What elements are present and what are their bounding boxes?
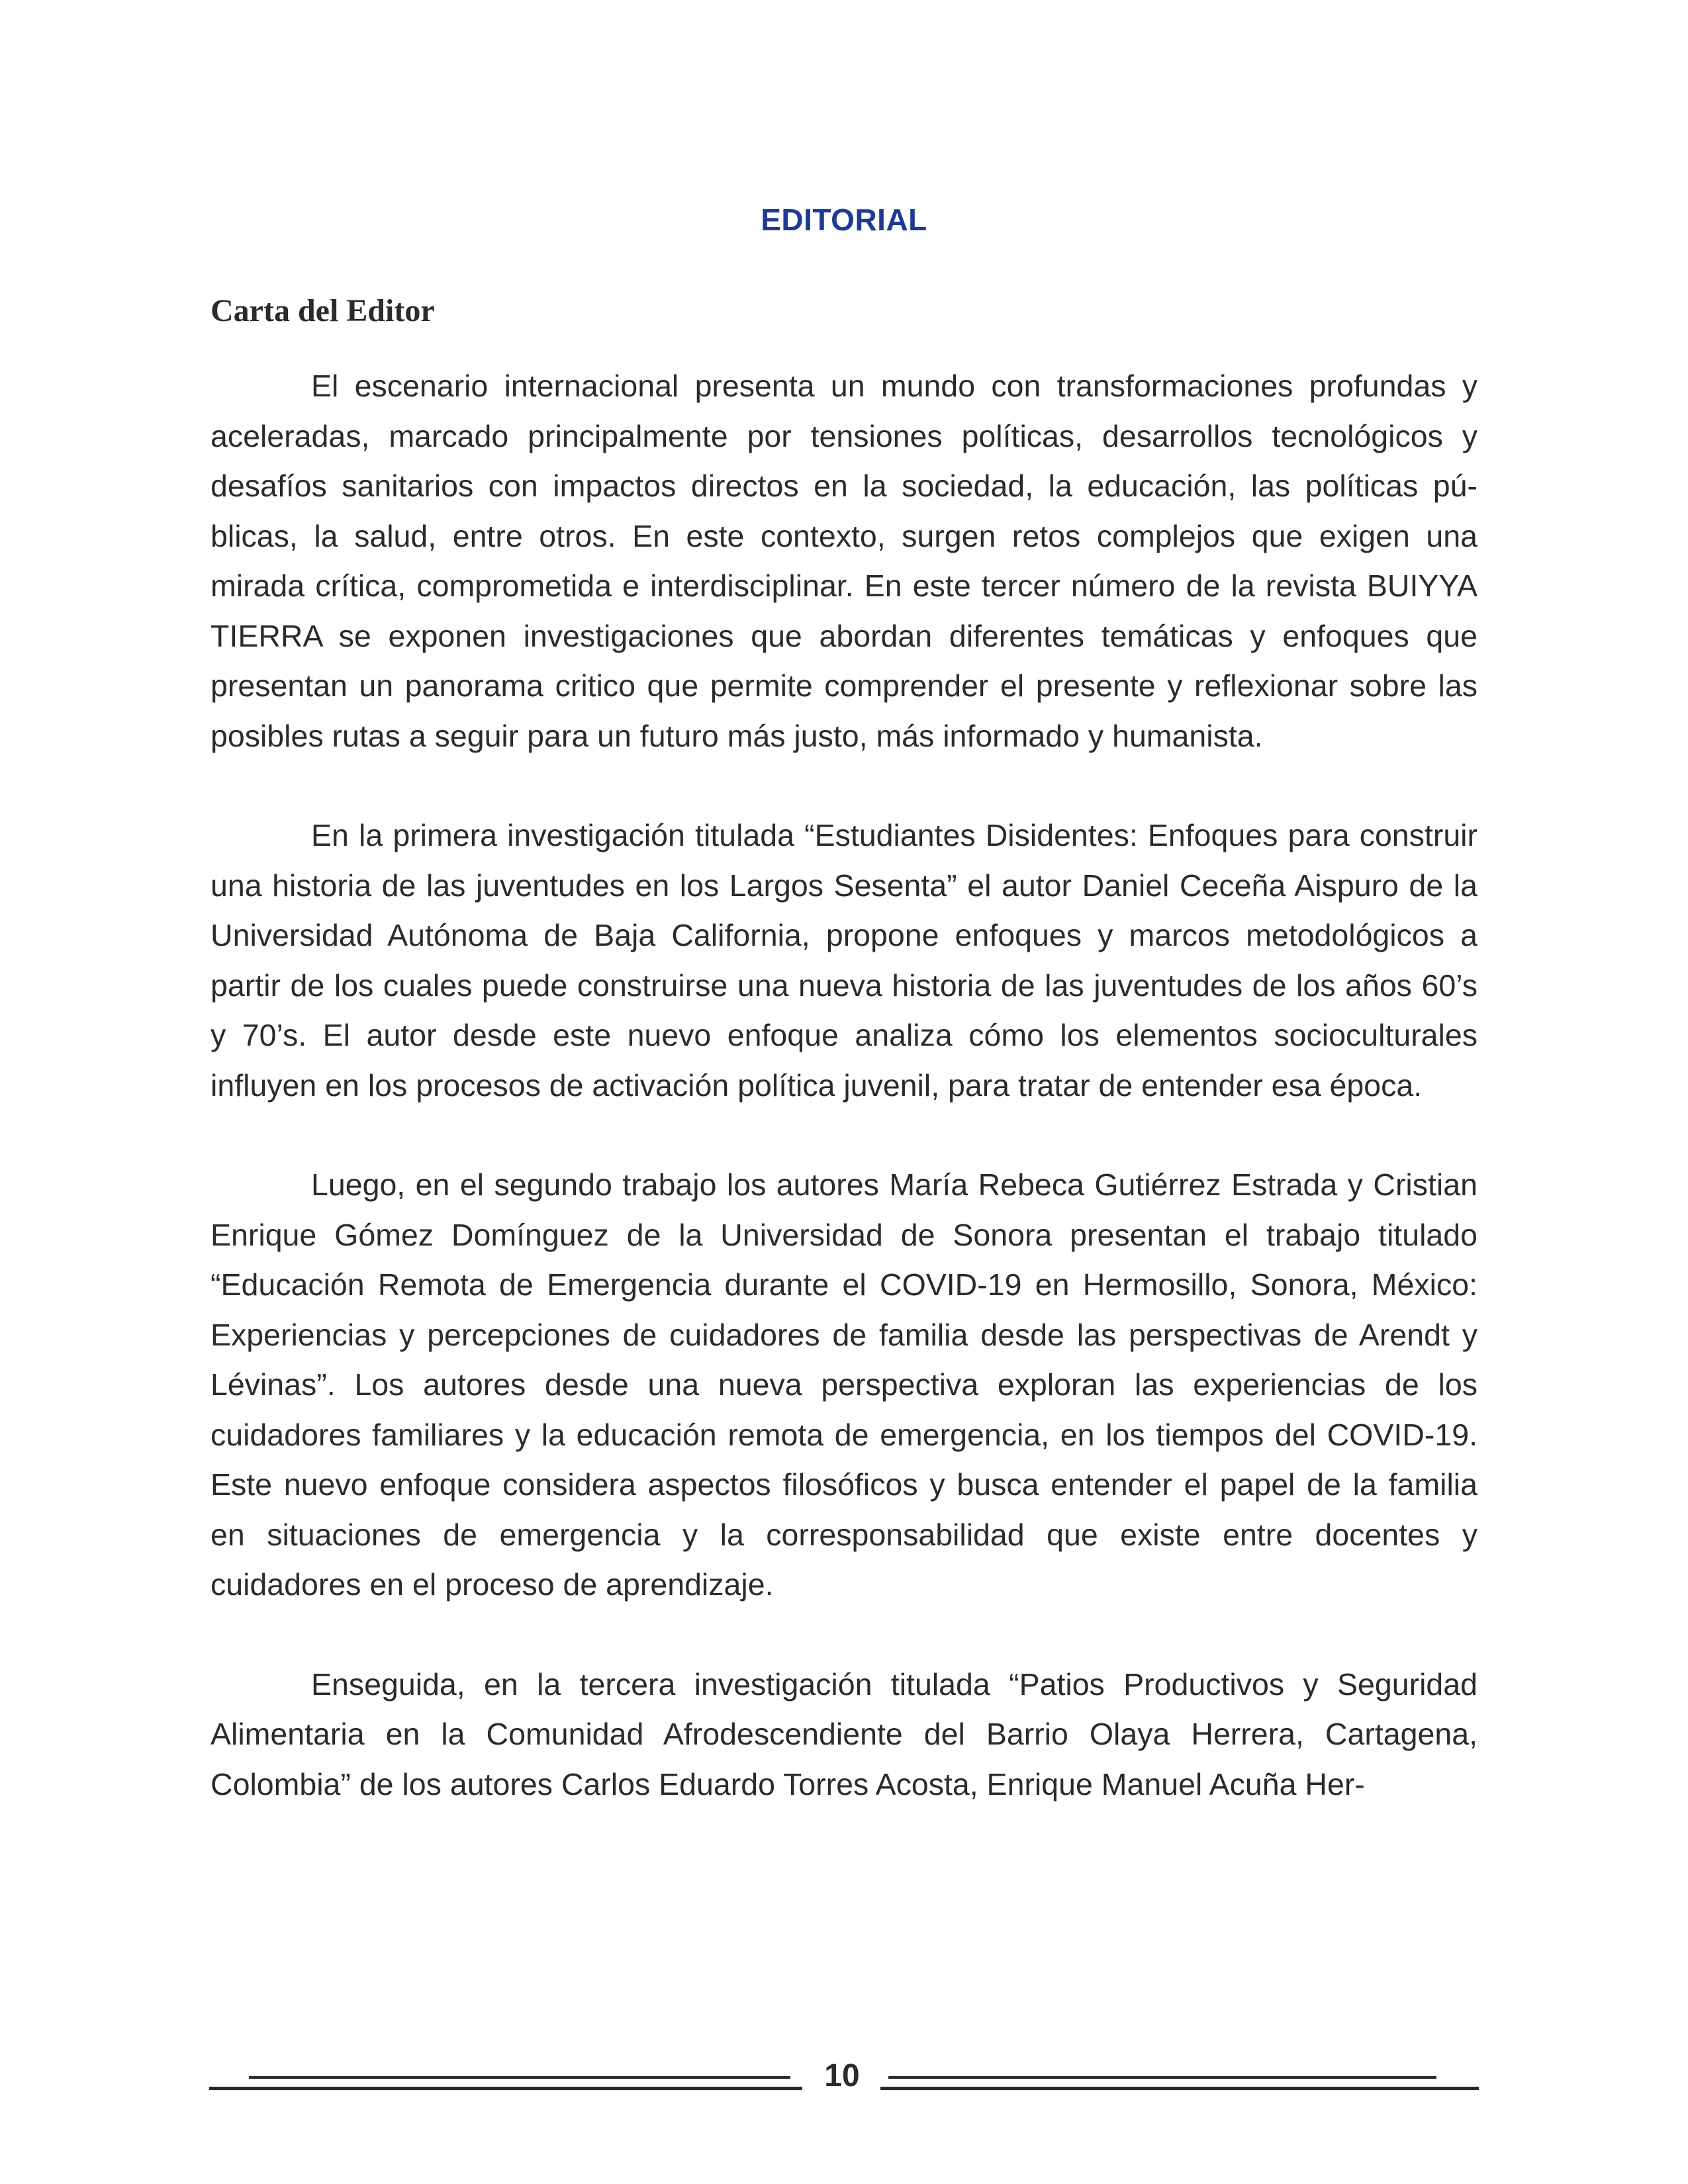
footer-rule-right-top: [888, 2076, 1436, 2079]
page-number: 10: [824, 2058, 860, 2093]
footer-rule-right-bottom: [880, 2087, 1479, 2090]
paragraph-4: Enseguida, en la tercera investigación titulada “Patios Productivos y Seguridad Alimentaria en la Comunidad Afrodescendiente del Barrio Olaya Herrera, Cartagena, Colombia” de los autores Carlos Eduardo Torres Acosta, Enrique Manuel Acuña Her-: [211, 1666, 1477, 1801]
paragraph-2: En la primera investigación titulada “Estudiantes Disidentes: Enfoques para construir una historia de las juventudes en los Largos Sesenta” el autor Daniel Ceceña Aispuro de la Universidad Autónoma de Baja California, propone enfoques y marcos metodológicos a partir de los cuales puede construirse una nueva historia de las juventudes de los años 60’s y 70’s. El autor desde este nuevo enfoque analiza cómo los elementos socioculturales influyen en los procesos de activación política juvenil, para tratar de entender esa época.: [211, 818, 1477, 1103]
editorial-body: [211, 361, 1477, 1859]
page-footer: [0, 2048, 1688, 2108]
section-title: EDITORIAL: [761, 203, 927, 237]
paragraph-1: El escenario internacional presenta un mundo con transformaciones profundas y aceleradas, marcado principalmente por tensiones políticas, desarrollos tecnológicos y desafíos sanitarios con impactos directos en la sociedad, la educación, las políticas públicas, la salud, entre otros. En este contexto, surgen retos complejos que exigen una mirada crítica, comprometida e interdisciplinar. En este tercer número de la revista BUIYYA TIERRA se exponen investigaciones que abordan diferentes temáticas y enfoques que presentan un panorama critico que permite comprender el presente y reflexionar sobre las posibles rutas a seguir para un futuro más justo, más informado y humanista.: [211, 369, 1477, 753]
footer-rule-left-top: [249, 2076, 790, 2079]
letter-title: Carta del Editor: [211, 293, 435, 328]
paragraph-3: Luego, en el segundo trabajo los autores María Rebeca Gutiérrez Estrada y Cristian Enrique Gómez Domínguez de la Universidad de Sonora presentan el trabajo titulado “Educación Remota de Emergencia durante el COVID-19 en Hermosillo, Sonora, México: Experiencias y percepciones de cuidadores de familia desde las perspectivas de Arendt y Lévinas”. Los autores desde una nueva perspectiva exploran las experiencias de los cuidadores familiares y la educación remota de emergencia, en los tiempos del COVID-19. Este nuevo enfoque considera aspectos filosóficos y busca entender el papel de la familia en situaciones de emergencia y la corresponsabilidad que existe entre docentes y cuidadores en el proceso de aprendizaje.: [211, 1167, 1477, 1602]
footer-rule-left-bottom: [209, 2087, 802, 2090]
